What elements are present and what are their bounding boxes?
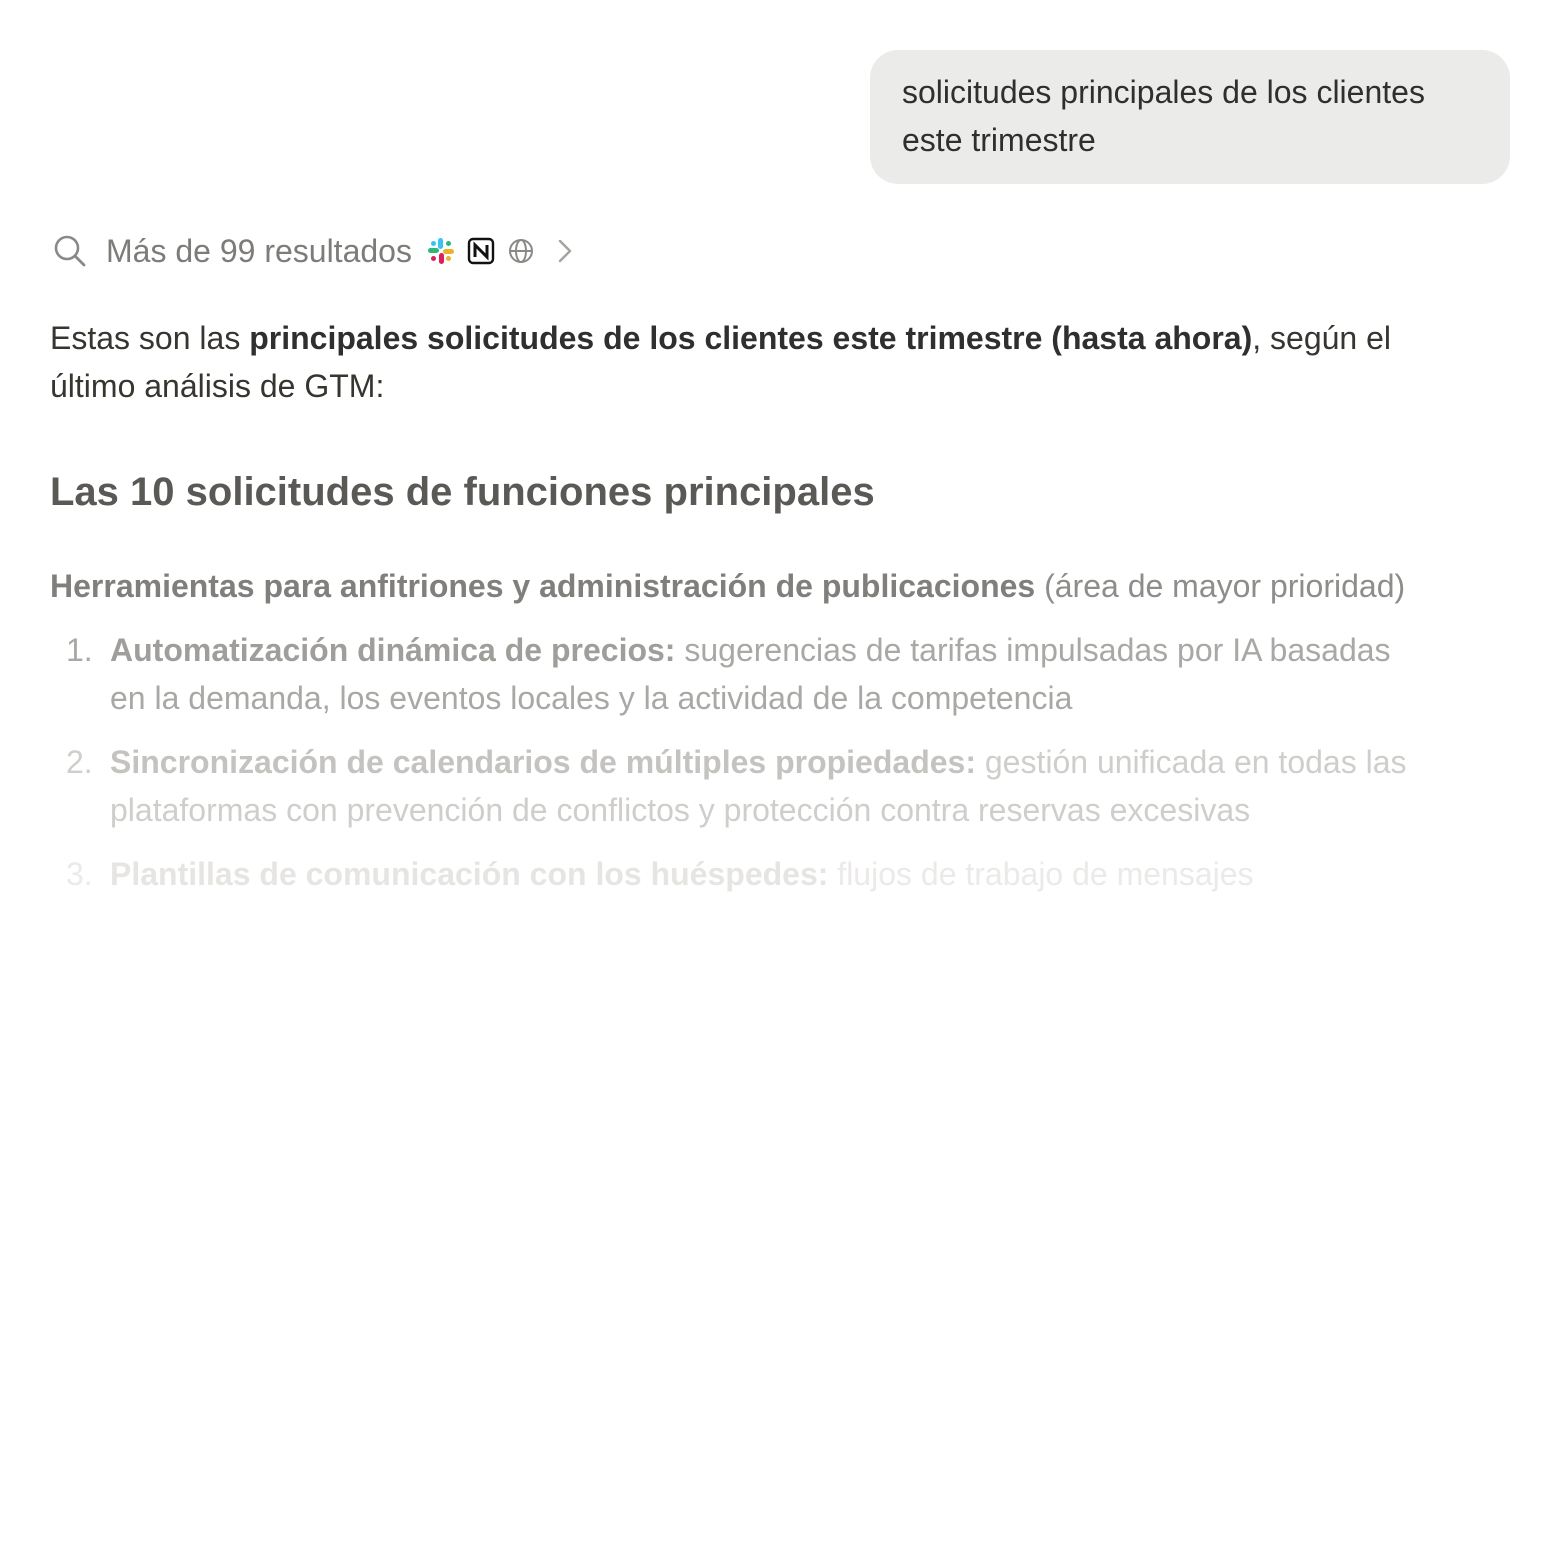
list-item [50, 626, 1510, 722]
section-heading: Las 10 solicitudes de funciones principales [50, 470, 875, 514]
item-text: en la demanda, los eventos locales y la actividad de la competencia [110, 680, 1073, 716]
slack-icon [426, 236, 456, 266]
list-item [50, 738, 1510, 834]
chevron-right-icon [550, 236, 580, 266]
list-number: 3. [66, 856, 93, 892]
search-icon [50, 231, 90, 271]
answer-intro-line2: último análisis de GTM: [50, 368, 385, 404]
user-message-line: solicitudes principales de los clientes [902, 74, 1425, 110]
item-text: gestión unificada en todas las [984, 744, 1407, 780]
results-count-label: Más de 99 resultados [106, 232, 412, 269]
item-text: sugerencias de tarifas impulsadas por IA basadas [684, 632, 1391, 668]
intro-text: , según el [1252, 320, 1391, 356]
search-results-toggle[interactable] [50, 226, 580, 276]
list-item [50, 850, 1510, 898]
list-number: 1. [66, 632, 93, 668]
category-note: (área de mayor prioridad) [1044, 568, 1406, 604]
item-text: plataformas con prevención de conflictos y protección contra reservas excesivas [110, 792, 1251, 828]
item-title: Sincronización de calendarios de múltiples propiedades: [110, 744, 976, 780]
item-title: Automatización dinámica de precios: [110, 632, 676, 668]
assistant-answer [50, 314, 1490, 410]
feature-request-list [50, 626, 1510, 898]
item-title: Plantillas de comunicación con los huéspedes: [110, 856, 829, 892]
intro-bold-text: principales solicitudes de los clientes este trimestre (hasta ahora) [249, 320, 1253, 356]
list-number: 2. [66, 744, 93, 780]
user-message-bubble [870, 50, 1510, 184]
notion-icon [466, 236, 496, 266]
category-title: Herramientas para anfitriones y administración de publicaciones [50, 568, 1036, 604]
item-text: flujos de trabajo de mensajes [837, 856, 1254, 892]
globe-icon [506, 236, 536, 266]
category-line [50, 562, 1510, 610]
intro-text: Estas son las [50, 320, 250, 356]
user-message-line: este trimestre [902, 122, 1096, 158]
answer-intro [50, 314, 1490, 362]
answer-body [50, 460, 1510, 914]
